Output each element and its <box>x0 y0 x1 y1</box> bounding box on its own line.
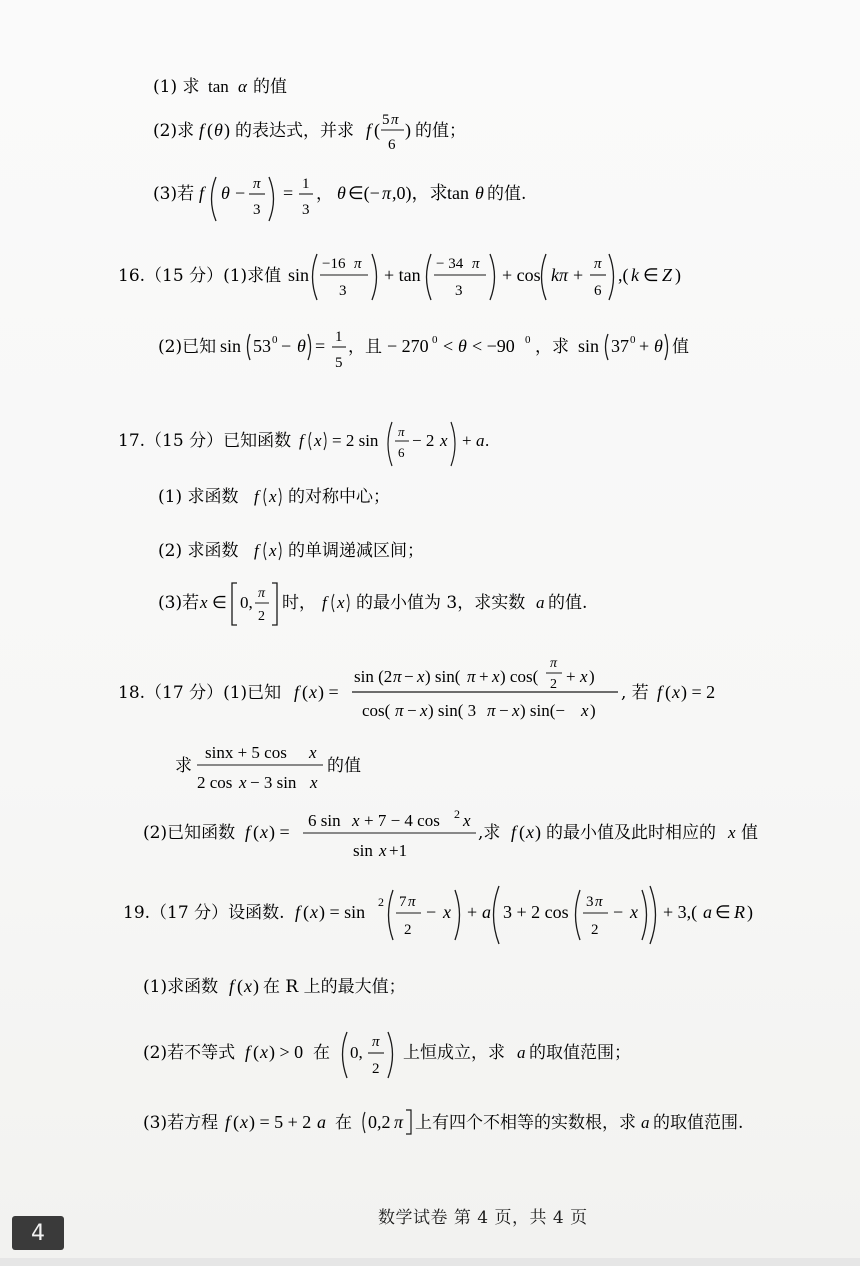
svg-text:(: ( <box>253 1042 259 1062</box>
svg-text:π: π <box>472 256 480 272</box>
svg-text:π: π <box>550 656 558 671</box>
svg-text:x: x <box>309 682 317 702</box>
svg-text:上有四个不相等的实数根，求: 上有四个不相等的实数根，求 <box>415 1113 636 1133</box>
svg-text:θ: θ <box>458 336 467 356</box>
svg-text:(3)若方程: (3)若方程 <box>143 1113 219 1133</box>
svg-text:x: x <box>260 1042 268 1062</box>
svg-text:(1) 求函数: (1) 求函数 <box>158 487 239 507</box>
svg-text:5: 5 <box>335 355 343 371</box>
svg-text:): ) <box>535 822 541 842</box>
svg-text:(2)求: (2)求 <box>153 121 195 141</box>
svg-text:) > 0: ) > 0 <box>269 1042 304 1062</box>
svg-text:(: ( <box>237 976 243 996</box>
formula-q15-2 <box>153 108 533 158</box>
svg-text:0: 0 <box>630 334 636 346</box>
svg-text:2: 2 <box>372 1061 380 1077</box>
svg-text:的对称中心；: 的对称中心； <box>288 487 390 507</box>
page-number-badge: 4 <box>12 1216 64 1250</box>
svg-text:19.（17 分）设函数.: 19.（17 分）设函数. <box>123 903 285 923</box>
question-15-part-2 <box>153 108 533 162</box>
formula-q17-2 <box>158 536 478 564</box>
question-18-part-1-continued <box>175 740 395 802</box>
svg-text:(: ( <box>303 902 309 922</box>
svg-text:,求: ,求 <box>478 823 501 843</box>
svg-text:53: 53 <box>253 336 271 356</box>
svg-text:上恒成立，求: 上恒成立，求 <box>403 1043 505 1063</box>
svg-text:+: + <box>462 431 472 450</box>
svg-text:(2) 求函数: (2) 求函数 <box>158 541 239 561</box>
svg-text:sin: sin <box>578 336 600 356</box>
formula-q15-1 <box>153 74 353 100</box>
svg-text:): ) <box>747 902 753 922</box>
question-17-stem <box>118 418 538 472</box>
svg-text:x: x <box>310 902 318 922</box>
svg-text:) =: ) = <box>269 822 290 842</box>
question-16-part-1 <box>118 248 718 310</box>
svg-text:∈(−: ∈(− <box>348 183 380 203</box>
svg-text:x: x <box>581 701 589 720</box>
svg-text:5: 5 <box>382 112 390 128</box>
svg-text:,(: ,( <box>618 265 629 285</box>
svg-text:，: ， <box>316 184 333 204</box>
svg-text:(2)已知函数: (2)已知函数 <box>143 823 236 843</box>
svg-text:−: − <box>404 667 414 686</box>
svg-text:π: π <box>382 183 392 203</box>
svg-text:+ tan: + tan <box>384 265 421 285</box>
svg-text:+: + <box>467 902 478 922</box>
svg-text:2: 2 <box>550 677 557 692</box>
svg-text:3: 3 <box>455 283 463 299</box>
svg-text:+: + <box>479 667 489 686</box>
svg-text:x: x <box>260 822 268 842</box>
svg-text:2 cos: 2 cos <box>197 773 233 792</box>
question-19-stem <box>123 884 763 950</box>
svg-text:在 R 上的最大值；: 在 R 上的最大值； <box>263 977 406 997</box>
svg-text:a: a <box>482 902 491 922</box>
svg-text:+ cos: + cos <box>502 265 541 285</box>
svg-text:x: x <box>630 902 638 922</box>
svg-text:0: 0 <box>432 334 438 346</box>
svg-text:π: π <box>594 256 602 272</box>
svg-text:的取值范围；: 的取值范围； <box>529 1043 631 1063</box>
formula-q17-stem <box>118 418 538 468</box>
svg-text:+ 3,(: + 3,( <box>663 902 698 922</box>
svg-text:0: 0 <box>272 334 278 346</box>
svg-text:x: x <box>240 1112 248 1132</box>
svg-text:f: f <box>294 682 300 702</box>
svg-text:π: π <box>398 424 405 439</box>
svg-text:的值；: 的值； <box>415 121 466 141</box>
svg-text:2: 2 <box>591 922 599 938</box>
svg-text:3: 3 <box>339 283 347 299</box>
svg-text:θ: θ <box>337 183 346 203</box>
svg-text:(2)若不等式: (2)若不等式 <box>143 1043 236 1063</box>
svg-text:−: − <box>235 183 246 203</box>
svg-text:) = sin: ) = sin <box>319 902 366 922</box>
svg-text:x: x <box>310 773 318 792</box>
svg-text:的最小值为 3，求实数: 的最小值为 3，求实数 <box>356 593 526 613</box>
svg-text:θ: θ <box>221 183 230 203</box>
svg-text:f: f <box>295 902 301 922</box>
svg-text:(2)已知: (2)已知 <box>158 337 217 357</box>
bottom-edge <box>0 1258 860 1266</box>
svg-text:θ: θ <box>654 336 663 356</box>
svg-text:tan: tan <box>208 77 229 96</box>
svg-text:(3)若: (3)若 <box>153 184 195 204</box>
svg-text:x: x <box>580 667 588 686</box>
svg-text:): ) <box>405 120 411 140</box>
svg-text:2: 2 <box>454 808 460 821</box>
svg-text:sin: sin <box>288 265 310 285</box>
svg-text:x: x <box>269 487 277 506</box>
svg-text:θ: θ <box>214 120 223 140</box>
svg-text:Z: Z <box>662 265 673 285</box>
svg-text:值: 值 <box>672 337 689 357</box>
svg-text:π: π <box>467 667 476 686</box>
svg-text:(: ( <box>207 120 213 140</box>
svg-text:的取值范围.: 的取值范围. <box>653 1113 744 1133</box>
svg-text:−: − <box>613 902 624 922</box>
svg-text:值: 值 <box>741 823 758 843</box>
svg-text:7: 7 <box>399 894 407 910</box>
svg-text:sin: sin <box>353 841 373 860</box>
svg-text:f: f <box>511 822 517 842</box>
svg-text:< −90: < −90 <box>472 336 515 356</box>
formula-q18-1 <box>118 652 738 728</box>
question-17-part-2 <box>158 536 478 568</box>
svg-text:x: x <box>463 811 471 830</box>
svg-text:x: x <box>352 811 360 830</box>
svg-text:) cos(: ) cos( <box>500 667 539 686</box>
formula-q19-stem <box>123 884 763 946</box>
svg-text:π: π <box>258 586 266 601</box>
formula-q18-1b <box>175 740 395 798</box>
svg-text:π: π <box>354 256 362 272</box>
svg-text:π: π <box>393 667 402 686</box>
svg-text:f: f <box>199 120 205 140</box>
svg-text:sin (2: sin (2 <box>354 667 393 686</box>
svg-text:17.（15 分）已知函数: 17.（15 分）已知函数 <box>118 431 292 451</box>
svg-text:0,: 0, <box>350 1043 363 1062</box>
svg-text:0,: 0, <box>240 593 253 612</box>
svg-text:π: π <box>595 894 603 910</box>
svg-text:x: x <box>314 431 322 450</box>
formula-q18-2 <box>143 808 783 868</box>
svg-text:x: x <box>526 822 534 842</box>
svg-text:6: 6 <box>594 283 602 299</box>
page-footer: 数学试卷 第 4 页，共 4 页 <box>378 1208 588 1228</box>
question-19-part-2 <box>143 1028 643 1086</box>
svg-text:求: 求 <box>175 756 192 776</box>
question-15-part-3 <box>153 172 573 230</box>
svg-text:f: f <box>229 976 235 996</box>
formula-q17-1 <box>158 482 458 510</box>
formula-q17-3 <box>158 578 608 628</box>
svg-text:1: 1 <box>335 329 343 345</box>
svg-text:−16: −16 <box>322 256 346 272</box>
svg-text:x: x <box>728 823 736 842</box>
svg-text:x: x <box>200 593 208 612</box>
svg-text:的表达式，并求: 的表达式，并求 <box>235 121 354 141</box>
svg-text:R: R <box>734 902 745 922</box>
question-15-part-1 <box>153 74 353 104</box>
svg-text:∈: ∈ <box>715 902 731 922</box>
svg-text:(: ( <box>519 822 525 842</box>
formula-q19-1 <box>143 972 443 1000</box>
svg-text:): ) <box>675 265 681 285</box>
svg-text:x: x <box>337 593 345 612</box>
svg-text:3: 3 <box>302 202 310 218</box>
svg-text:+: + <box>566 667 576 686</box>
svg-text:的值: 的值 <box>253 77 287 97</box>
svg-text:−: − <box>281 336 292 356</box>
svg-text:a: a <box>703 902 712 922</box>
svg-text:− 34: − 34 <box>436 256 464 272</box>
question-18-part-1 <box>118 652 738 732</box>
svg-text:3: 3 <box>253 202 261 218</box>
svg-text:) =: ) = <box>318 682 339 702</box>
svg-text:π: π <box>394 1112 404 1132</box>
svg-text:16.（15 分）(1)求值: 16.（15 分）(1)求值 <box>118 266 282 286</box>
svg-text:=: = <box>283 183 294 203</box>
svg-text:+1: +1 <box>389 841 408 860</box>
svg-text:f: f <box>322 593 327 612</box>
svg-text:+: + <box>573 265 584 285</box>
svg-text:x: x <box>417 667 425 686</box>
svg-text:f: f <box>299 431 304 450</box>
svg-text:) sin(−: ) sin(− <box>520 701 565 720</box>
svg-text:−: − <box>426 902 437 922</box>
svg-text:kπ: kπ <box>551 265 569 285</box>
svg-text:π: π <box>408 894 416 910</box>
svg-text:π: π <box>391 112 399 128</box>
svg-text:∈: ∈ <box>643 265 659 285</box>
question-18-part-2 <box>143 808 783 872</box>
svg-text:sin: sin <box>220 336 242 356</box>
svg-text:): ) <box>253 976 259 996</box>
svg-text:): ) <box>589 667 595 686</box>
svg-text:f: f <box>254 487 259 506</box>
svg-text:(: ( <box>302 682 308 702</box>
svg-text:x: x <box>443 902 451 922</box>
svg-text:的最小值及此时相应的: 的最小值及此时相应的 <box>546 823 716 843</box>
svg-text:= 2 sin: = 2 sin <box>332 431 379 450</box>
svg-text:a: a <box>641 1113 650 1132</box>
svg-text:1: 1 <box>302 176 310 192</box>
formula-q16-1 <box>118 248 718 306</box>
question-17-part-1 <box>158 482 458 514</box>
svg-text:f: f <box>366 120 372 140</box>
svg-text:x: x <box>440 431 448 450</box>
svg-text:(: ( <box>233 1112 239 1132</box>
svg-text:) = 5 + 2: ) = 5 + 2 <box>249 1112 312 1132</box>
svg-text:，且: ，且 <box>348 337 382 357</box>
svg-text:− 2: − 2 <box>412 431 435 450</box>
svg-text:f: f <box>245 822 251 842</box>
svg-text:f: f <box>254 541 259 560</box>
svg-text:∈: ∈ <box>212 593 227 612</box>
svg-text:sinx + 5 cos: sinx + 5 cos <box>205 743 287 762</box>
svg-text:x: x <box>512 701 520 720</box>
svg-text:x: x <box>420 701 428 720</box>
svg-text:θ: θ <box>297 336 306 356</box>
svg-text:): ) <box>590 701 596 720</box>
svg-text:a: a <box>536 593 545 612</box>
svg-text:的值.: 的值. <box>487 184 527 204</box>
svg-text:f: f <box>199 183 205 203</box>
svg-text:−: − <box>407 701 417 720</box>
svg-text:x: x <box>492 667 500 686</box>
svg-text:x: x <box>379 841 387 860</box>
formula-q19-3 <box>143 1106 783 1138</box>
svg-text:k: k <box>631 265 639 285</box>
formula-q15-3 <box>153 172 573 226</box>
svg-text:+ 7 − 4 cos: + 7 − 4 cos <box>364 811 440 830</box>
svg-text:θ: θ <box>475 183 484 203</box>
svg-text:) = 2: ) = 2 <box>681 682 716 702</box>
svg-text:x: x <box>309 743 317 762</box>
svg-text:+: + <box>639 336 650 356</box>
svg-text:π: π <box>372 1034 380 1050</box>
svg-text:的值: 的值 <box>327 756 361 776</box>
svg-text:a: a <box>517 1043 526 1062</box>
svg-text:0: 0 <box>525 334 531 346</box>
svg-text:− 3 sin: − 3 sin <box>250 773 297 792</box>
svg-text:x: x <box>672 682 680 702</box>
svg-text:2: 2 <box>378 895 384 909</box>
svg-text:=: = <box>315 336 326 356</box>
svg-text:(: ( <box>665 682 671 702</box>
formula-q16-2 <box>158 322 718 376</box>
svg-text:tan: tan <box>447 183 469 203</box>
svg-text:37: 37 <box>611 336 629 356</box>
svg-text:) sin(: ) sin( <box>425 667 461 686</box>
svg-text:π: π <box>253 176 261 192</box>
formula-q19-2 <box>143 1028 643 1082</box>
question-16-part-2 <box>158 322 718 380</box>
svg-text:3 + 2 cos: 3 + 2 cos <box>503 902 569 922</box>
svg-text:6: 6 <box>398 445 405 460</box>
svg-text:,0)，求: ,0)，求 <box>392 183 448 203</box>
svg-text:(3)若: (3)若 <box>158 593 200 613</box>
svg-text:2: 2 <box>258 609 265 624</box>
svg-text:18.（17 分）(1)已知: 18.（17 分）(1)已知 <box>118 683 282 703</box>
svg-text:的单调递减区间；: 的单调递减区间； <box>288 541 424 561</box>
svg-text:x: x <box>239 773 247 792</box>
svg-text:a: a <box>317 1112 326 1132</box>
svg-text:在: 在 <box>313 1043 330 1063</box>
svg-text:3: 3 <box>586 894 594 910</box>
svg-text:f: f <box>245 1042 251 1062</box>
svg-text:，求: ，求 <box>535 337 569 357</box>
svg-text:π: π <box>487 701 496 720</box>
svg-text:0,2: 0,2 <box>368 1112 391 1132</box>
question-17-part-3 <box>158 578 608 632</box>
svg-text:6 sin: 6 sin <box>308 811 341 830</box>
svg-text:(1) 求: (1) 求 <box>153 77 200 97</box>
question-19-part-3 <box>143 1106 783 1142</box>
svg-text:(: ( <box>253 822 259 842</box>
svg-text:x: x <box>269 541 277 560</box>
svg-text:α: α <box>238 77 247 96</box>
svg-text:): ) <box>224 120 230 140</box>
svg-text:(1)求函数: (1)求函数 <box>143 977 219 997</box>
svg-text:6: 6 <box>388 137 396 153</box>
svg-text:cos(: cos( <box>362 701 391 720</box>
svg-text:(: ( <box>374 120 380 140</box>
svg-text:在: 在 <box>335 1113 352 1133</box>
svg-text:, 若: , 若 <box>621 683 649 703</box>
svg-text:的值.: 的值. <box>548 593 588 613</box>
svg-text:a: a <box>476 431 485 450</box>
question-19-part-1 <box>143 972 443 1004</box>
svg-text:2: 2 <box>404 922 412 938</box>
svg-text:<: < <box>443 336 454 356</box>
svg-text:π: π <box>395 701 404 720</box>
svg-text:时，: 时， <box>282 593 316 613</box>
svg-text:) sin( 3: ) sin( 3 <box>428 701 477 720</box>
svg-text:x: x <box>244 976 252 996</box>
svg-text:f: f <box>657 682 663 702</box>
svg-text:−: − <box>499 701 509 720</box>
svg-text:.: . <box>485 431 490 450</box>
svg-text:− 270: − 270 <box>387 336 429 356</box>
svg-text:f: f <box>225 1112 231 1132</box>
